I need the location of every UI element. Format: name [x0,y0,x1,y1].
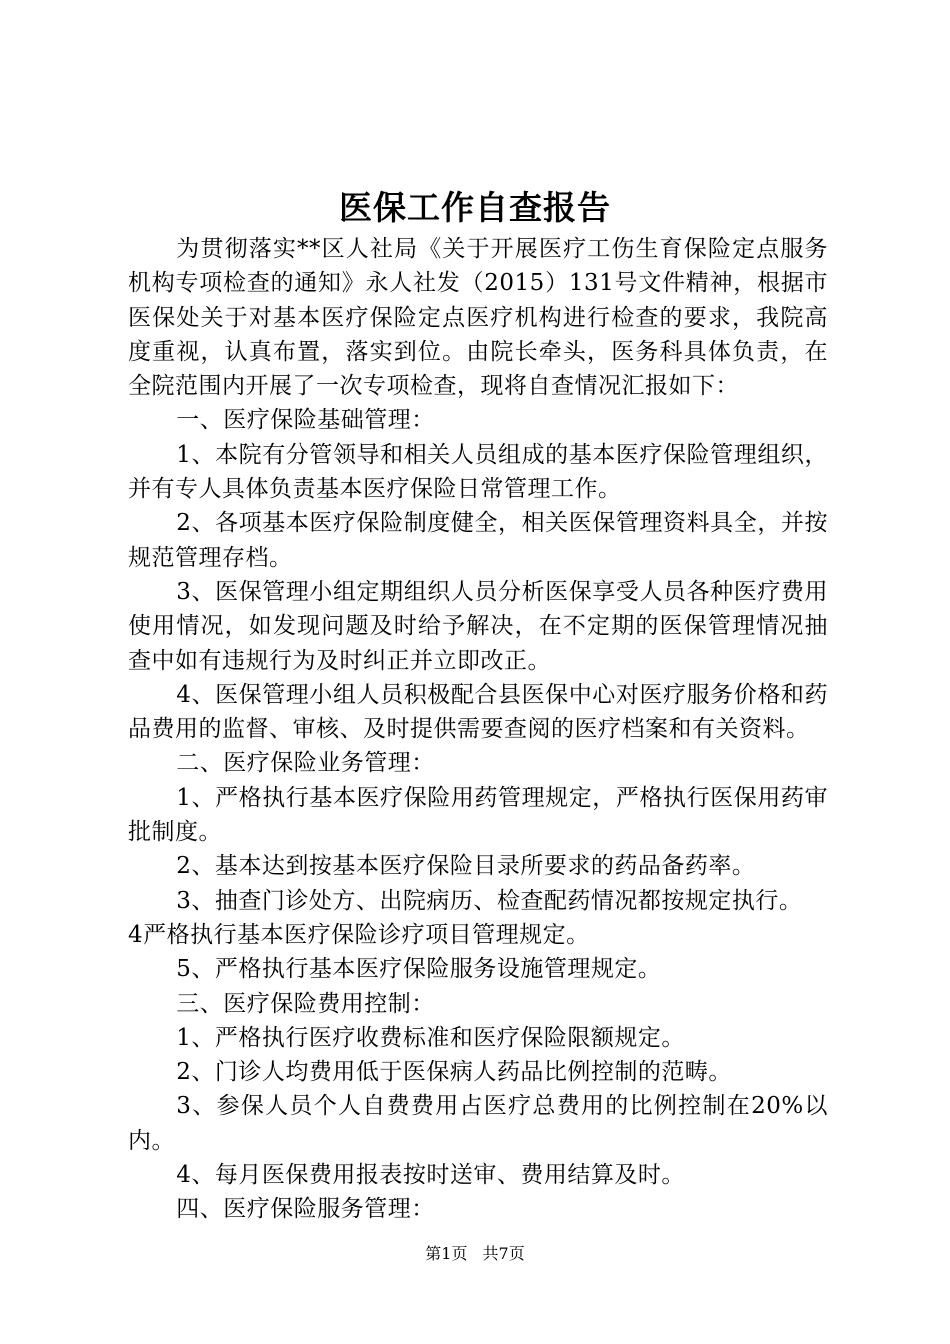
section-heading-4: 四、医疗保险服务管理： [176,1196,435,1223]
section-heading-3: 三、医疗保险费用控制： [176,990,435,1017]
page-number: 第1页 [425,1244,468,1263]
list-item: 3、参保人员个人自费费用占医疗总费用的比例控制在20%以内。 [128,1093,828,1154]
list-item: 4、医保管理小组人员积极配合县医保中心对医疗服务价格和药品费用的监督、审核、及时提供需要查阅的医疗档案和有关资料。 [128,681,828,743]
list-item: 2、各项基本医疗保险制度健全，相关医保管理资料具全，并按规范管理存档。 [128,510,828,571]
section-heading-2: 二、医疗保险业务管理： [176,750,435,777]
list-item: 1、本院有分管领导和相关人员组成的基本医疗保险管理组织，并有专人具体负责基本医疗保险日常管理工作。 [128,441,828,503]
list-item: 3、医保管理小组定期组织人员分析医保享受人员各种医疗费用使用情况，如发现问题及时给予解决，在不定期的医保管理情况抽查中如有违规行为及时纠正并立即改正。 [128,578,828,674]
list-item: 1、严格执行医疗收费标准和医疗保险限额规定。 [176,1024,685,1051]
list-item: 3、抽查门诊处方、出院病历、检查配药情况都按规定执行。 [176,887,803,914]
page-total: 共7页 [482,1244,525,1263]
document-body [128,232,828,1227]
list-item: 4、每月医保费用报表按时送审、费用结算及时。 [176,1162,685,1189]
list-item: 2、门诊人均费用低于医保病人药品比例控制的范畴。 [176,1059,732,1086]
section-heading-1: 一、医疗保险基础管理： [176,407,435,434]
document-title: 医保工作自查报告 [339,188,611,227]
intro-paragraph: 为贯彻落实**区人社局《关于开展医疗工伤生育保险定点服务机构专项检查的通知》永人社发（2015）131号文件精神，根据市医保处关于对基本医疗保险定点医疗机构进行检查的要求，我院高度重视，认真布置，落实到位。由院长牵头，医务科具体负责，在全院范围内开展了一次专项检查，现将自查情况汇报如下： [128,236,828,400]
list-item: 2、基本达到按基本医疗保险目录所要求的药品备药率。 [176,853,756,880]
page-footer [0,1243,950,1265]
list-item: 4严格执行基本医疗保险诊疗项目管理规定。 [128,921,590,948]
list-item: 1、严格执行基本医疗保险用药管理规定，严格执行医保用药审批制度。 [128,784,828,846]
list-item: 5、严格执行基本医疗保险服务设施管理规定。 [176,956,662,983]
